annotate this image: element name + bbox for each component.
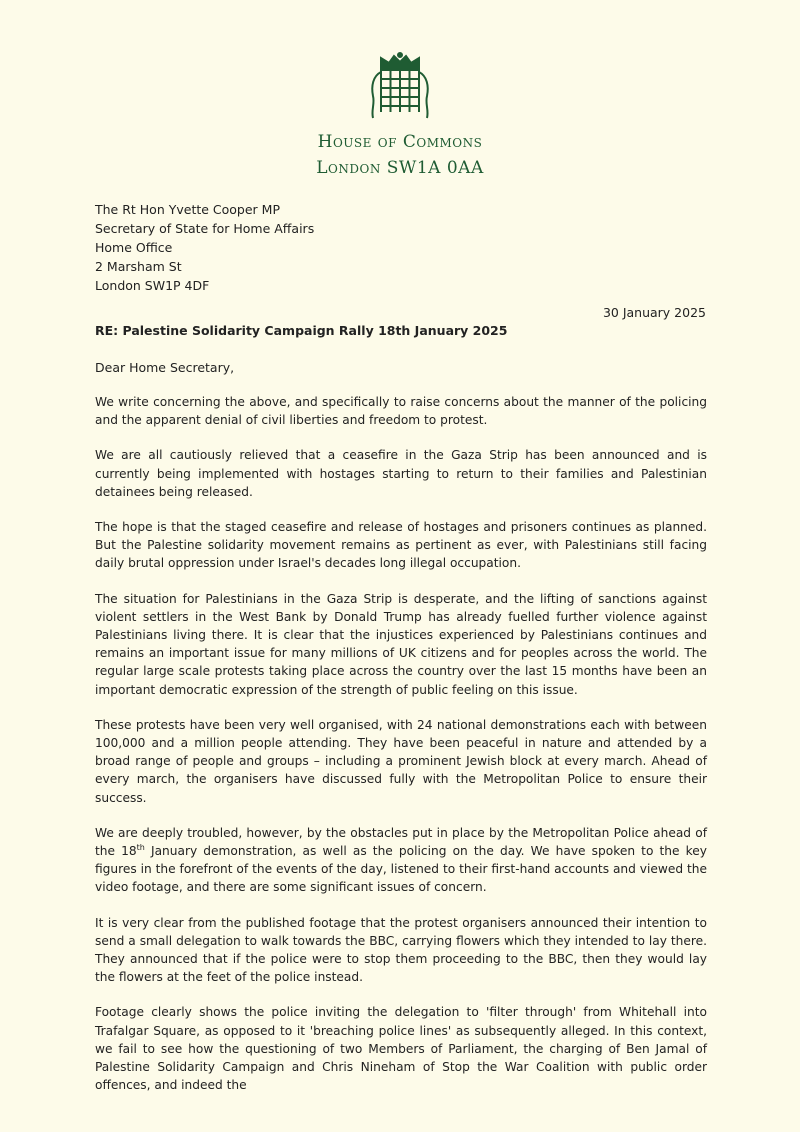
paragraph-text: We are deeply troubled, however, by the obstacles put in place by the Metropolitan Police ahead of the 18 — [95, 825, 707, 859]
paragraph: The situation for Palestinians in the Gaza Strip is desperate, and the lifting of sanctions against violent settlers in the West Bank by Donald Trump has already fuelled further violence against Palestinians living there. It is clear that the injustices experienced by Palestinians continues and remains an important issue for many millions of UK citizens and for peoples across the world. The regular large scale protests taking place across the country over the last 15 months have been an important democratic expression of the strength of public feeling on this issue. — [95, 591, 707, 697]
paragraph: The hope is that the staged ceasefire and release of hostages and prisoners continues as planned. But the Palestine solidarity movement remains as pertinent as ever, with Palestinians still facing daily brutal oppression under Israel's decades long illegal occupation. — [95, 520, 707, 571]
subject-line: RE: Palestine Solidarity Campaign Rally 18th January 2025 — [95, 323, 508, 338]
paragraph: We are all cautiously relieved that a ceasefire in the Gaza Strip has been announced and is currently being implemented with hostages starting to return to their families and Palestinian detainees being released. — [95, 448, 707, 499]
recipient-city: London SW1P 4DF — [95, 278, 210, 293]
letter-date: 30 January 2025 — [602, 305, 706, 320]
paragraph: Footage clearly shows the police inviting the delegation to 'filter through' from Whitehall into Trafalgar Square, as opposed to it 'breaching police lines' as subsequently alleged. In this context, we fail to see how the questioning of two Members of Parliament, the charging of Ben Jamal of Palestine Solidarity Campaign and Chris Nineham of Stop the War Coalition with public order offences, and indeed the — [95, 1005, 707, 1093]
portcullis-icon — [367, 52, 433, 122]
paragraph: It is very clear from the published footage that the protest organisers announced their intention to send a small delegation to walk towards the BBC, carrying flowers which they intended to lay there. They announced that if the police were to stop them proceeding to the BBC, then they would lay the flowers at the feet of the police instead. — [95, 915, 707, 985]
letterhead-address: London SW1A 0AA — [316, 158, 484, 178]
recipient-street: 2 Marsham St — [95, 259, 182, 274]
letterhead-title: House of Commons — [317, 132, 483, 152]
paragraph: These protests have been very well organised, with 24 national demonstrations each with between 100,000 and a million people attending. They have been peaceful in nature and attended by a broad range of people and groups – including a prominent Jewish block at every march. Ahead of every march, the organisers have discussed fully with the Metropolitan Police to ensure their success. — [95, 717, 707, 805]
recipient-title: Secretary of State for Home Affairs — [95, 221, 315, 236]
recipient-name: The Rt Hon Yvette Cooper MP — [95, 202, 280, 217]
paragraph: We write concerning the above, and specifically to raise concerns about the manner of the policing and the apparent denial of civil liberties and freedom to protest. — [95, 395, 707, 428]
salutation: Dear Home Secretary, — [95, 360, 235, 375]
ordinal-suffix: th — [136, 843, 145, 852]
letter-body — [95, 393, 707, 1112]
paragraph-text: January demonstration, as well as the policing on the day. We have spoken to the key figures in the forefront of the events of the day, listened to their first-hand accounts and viewed the video footage, and there are some significant issues of concern. — [95, 844, 707, 895]
recipient-org: Home Office — [95, 240, 173, 255]
recipient-address — [95, 200, 314, 295]
paragraph — [95, 824, 707, 897]
